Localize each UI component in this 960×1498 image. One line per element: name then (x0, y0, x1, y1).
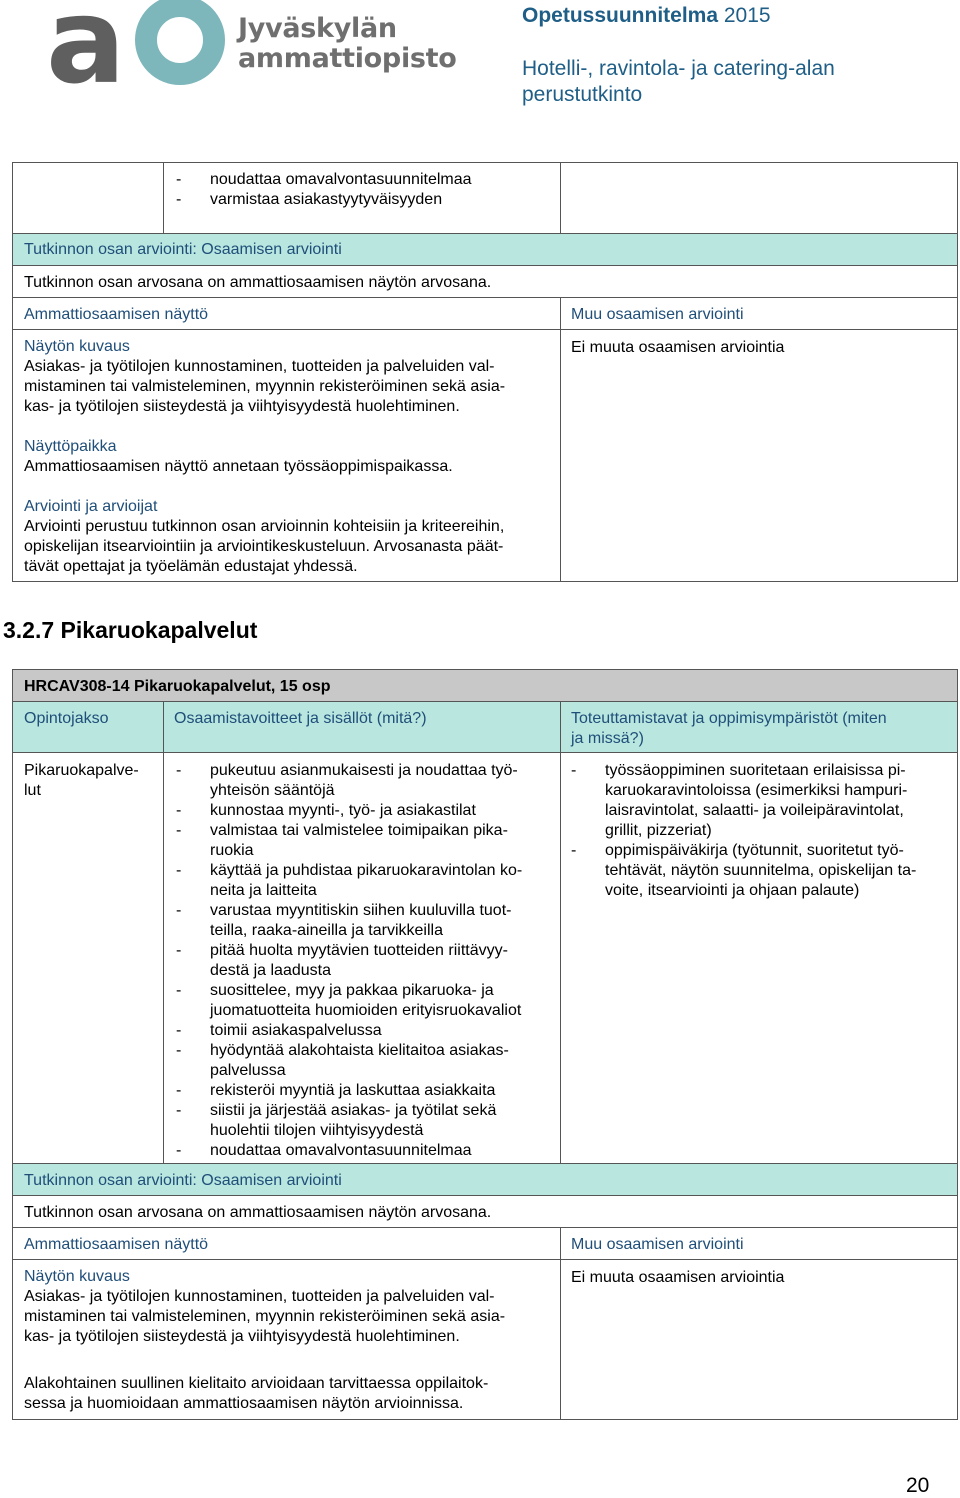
course-name: Pikaruokapalve- (24, 762, 139, 779)
assessors-heading: Arviointi ja arvioijat (24, 498, 158, 515)
divider (12, 297, 958, 298)
list-item-text: hyödyntää alakohtaista kielitaitoa asiakas- (210, 1042, 509, 1059)
list-item-text: huolehtii tilojen viihtyisyydestä (210, 1122, 424, 1139)
list-item-text: ruokia (210, 842, 254, 859)
demo-description-line: Asiakas- ja työtilojen kunnostaminen, tuotteiden ja palveluiden val- (24, 1288, 495, 1305)
other-assessment-heading: Muu osaamisen arviointi (571, 306, 744, 323)
list-item-text: työssäoppiminen suoritetaan erilaisissa pi- (605, 762, 906, 779)
list-item-text: palvelussa (210, 1062, 286, 1079)
list-item-text: pitää huolta myytävien tuotteiden riittävyy- (210, 942, 508, 959)
demo-heading: Ammattiosaamisen näyttö (24, 306, 209, 323)
list-item-text: tehtävät, näytön suunnitelma, opiskelijan ta- (605, 862, 917, 879)
org-name (238, 14, 457, 74)
divider (12, 1227, 958, 1228)
list-item-text: kunnostaa myynti-, työ- ja asiakastilat (210, 802, 476, 819)
list-item-text: pukeutuu asianmukaisesti ja noudattaa työ- (210, 762, 518, 779)
doc-subtitle (522, 56, 835, 108)
other-assessment-heading: Muu osaamisen arviointi (571, 1236, 744, 1253)
unit-code-title: HRCAV308-14 Pikaruokapalvelut, 15 osp (24, 678, 331, 695)
divider (12, 1259, 958, 1260)
divider (12, 329, 958, 330)
assessors-line: opiskelijan itsearviointiin ja arviointikeskusteluun. Arvosanasta päät- (24, 538, 504, 555)
grade-text: Tutkinnon osan arvosana on ammattiosaamisen näytön arvosana. (24, 274, 492, 291)
list-item-text: destä ja laadusta (210, 962, 331, 979)
demo-description-line: Asiakas- ja työtilojen kunnostaminen, tuotteiden ja palveluiden val- (24, 358, 495, 375)
assessment-band-title: Tutkinnon osan arviointi: Osaamisen arviointi (24, 241, 342, 258)
demo-heading: Ammattiosaamisen näyttö (24, 1236, 209, 1253)
divider (560, 162, 561, 234)
other-assessment-text: Ei muuta osaamisen arviointia (571, 1269, 785, 1286)
doc-title-year: 2015 (718, 4, 771, 27)
list-item-text: toimii asiakaspalvelussa (210, 1022, 382, 1039)
language-note-line: Alakohtainen suullinen kielitaito arvioidaan tarvittaessa oppilaitok- (24, 1375, 489, 1392)
list-item-text: noudattaa omavalvontasuunnitelmaa (210, 1142, 472, 1159)
divider (12, 233, 958, 234)
list-item-text: teilla, raaka-aineilla ja tarvikkeilla (210, 922, 443, 939)
divider (12, 1195, 958, 1196)
divider (163, 701, 164, 1163)
doc-subtitle-line-1: Hotelli-, ravintola- ja catering-alan (522, 57, 835, 80)
list-item-text: laisravintolat, salaatti- ja voileipäravintolat, (605, 802, 904, 819)
col-head-course: Opintojakso (24, 710, 109, 727)
divider (12, 752, 958, 753)
list-item-text: voite, itsearviointi ja ohjaan palaute) (605, 882, 860, 899)
list-item-text: juomatuotteita huomioiden erityisruokavaliot (210, 1002, 522, 1019)
doc-title (522, 4, 771, 28)
list-item-text: grillit, pizzeriat) (605, 822, 712, 839)
list-item-text: neita ja laitteita (210, 882, 317, 899)
col-head-goals: Osaamistavoitteet ja sisällöt (mitä?) (174, 710, 427, 727)
other-assessment-text: Ei muuta osaamisen arviointia (571, 339, 785, 356)
divider (560, 1227, 561, 1420)
demo-description-heading: Näytön kuvaus (24, 338, 130, 355)
org-line-1: Jyväskylän (238, 13, 397, 44)
demo-description-line: kas- ja työtilojen siisteydestä ja viihtyisyydestä huolehtiminen. (24, 1328, 460, 1345)
course-name: lut (24, 782, 41, 799)
org-line-2: ammattiopisto (238, 43, 457, 74)
list-item-text: karuokaravintoloissa (esimerkiksi hampuri- (605, 782, 908, 799)
divider (560, 701, 561, 1163)
demo-description-heading: Näytön kuvaus (24, 1268, 130, 1285)
assessment-band-title: Tutkinnon osan arviointi: Osaamisen arviointi (24, 1172, 342, 1189)
demo-place-text: Ammattiosaamisen näyttö annetaan työssäoppimispaikassa. (24, 458, 453, 475)
divider (12, 701, 958, 702)
divider (12, 265, 958, 266)
demo-description-line: mistaminen tai valmisteleminen, myynnin rekisteröiminen sekä asia- (24, 1308, 506, 1325)
list-item-text: käyttää ja puhdistaa pikaruokaravintolan ko- (210, 862, 523, 879)
col-head-methods: Toteuttamistavat ja oppimisympäristöt (miten (571, 710, 887, 727)
assessors-line: Arviointi perustuu tutkinnon osan arvioinnin kohteisiin ja kriteereihin, (24, 518, 505, 535)
assessors-line: tävät opettajat ja työelämän edustajat yhdessä. (24, 558, 358, 575)
page-number: 20 (906, 1474, 930, 1497)
list-item-text: yhteisön sääntöjä (210, 782, 335, 799)
divider (12, 1163, 958, 1164)
doc-title-bold: Opetussuunnitelma (522, 4, 719, 27)
list-item-text: oppimispäiväkirja (työtunnit, suoritetut työ- (605, 842, 904, 859)
list-item-text: rekisteröi myyntiä ja laskuttaa asiakkaita (210, 1082, 496, 1099)
svg-text:a: a (46, 0, 120, 94)
list-item-text: varustaa myyntitiskin siihen kuuluvilla tuot- (210, 902, 512, 919)
logo-ao-icon (46, 0, 236, 94)
grade-text: Tutkinnon osan arvosana on ammattiosaamisen näytön arvosana. (24, 1204, 492, 1221)
demo-description-line: mistaminen tai valmisteleminen, myynnin rekisteröiminen sekä asia- (24, 378, 506, 395)
list-item-text: siistii ja järjestää asiakas- ja työtilat sekä (210, 1102, 497, 1119)
divider (560, 297, 561, 582)
col-head-methods: ja missä?) (571, 730, 644, 747)
doc-subtitle-line-2: perustutkinto (522, 83, 643, 106)
list-item-text: suosittelee, myy ja pakkaa pikaruoka- ja (210, 982, 494, 999)
section-heading: 3.2.7 Pikaruokapalvelut (3, 617, 258, 643)
demo-place-heading: Näyttöpaikka (24, 438, 117, 455)
demo-description-line: kas- ja työtilojen siisteydestä ja viihtyisyydestä huolehtiminen. (24, 398, 460, 415)
divider (163, 162, 164, 234)
list-item-text: valmistaa tai valmistelee toimipaikan pika- (210, 822, 508, 839)
language-note-line: sessa ja huomioidaan ammattiosaamisen näytön arvioinnissa. (24, 1395, 464, 1412)
